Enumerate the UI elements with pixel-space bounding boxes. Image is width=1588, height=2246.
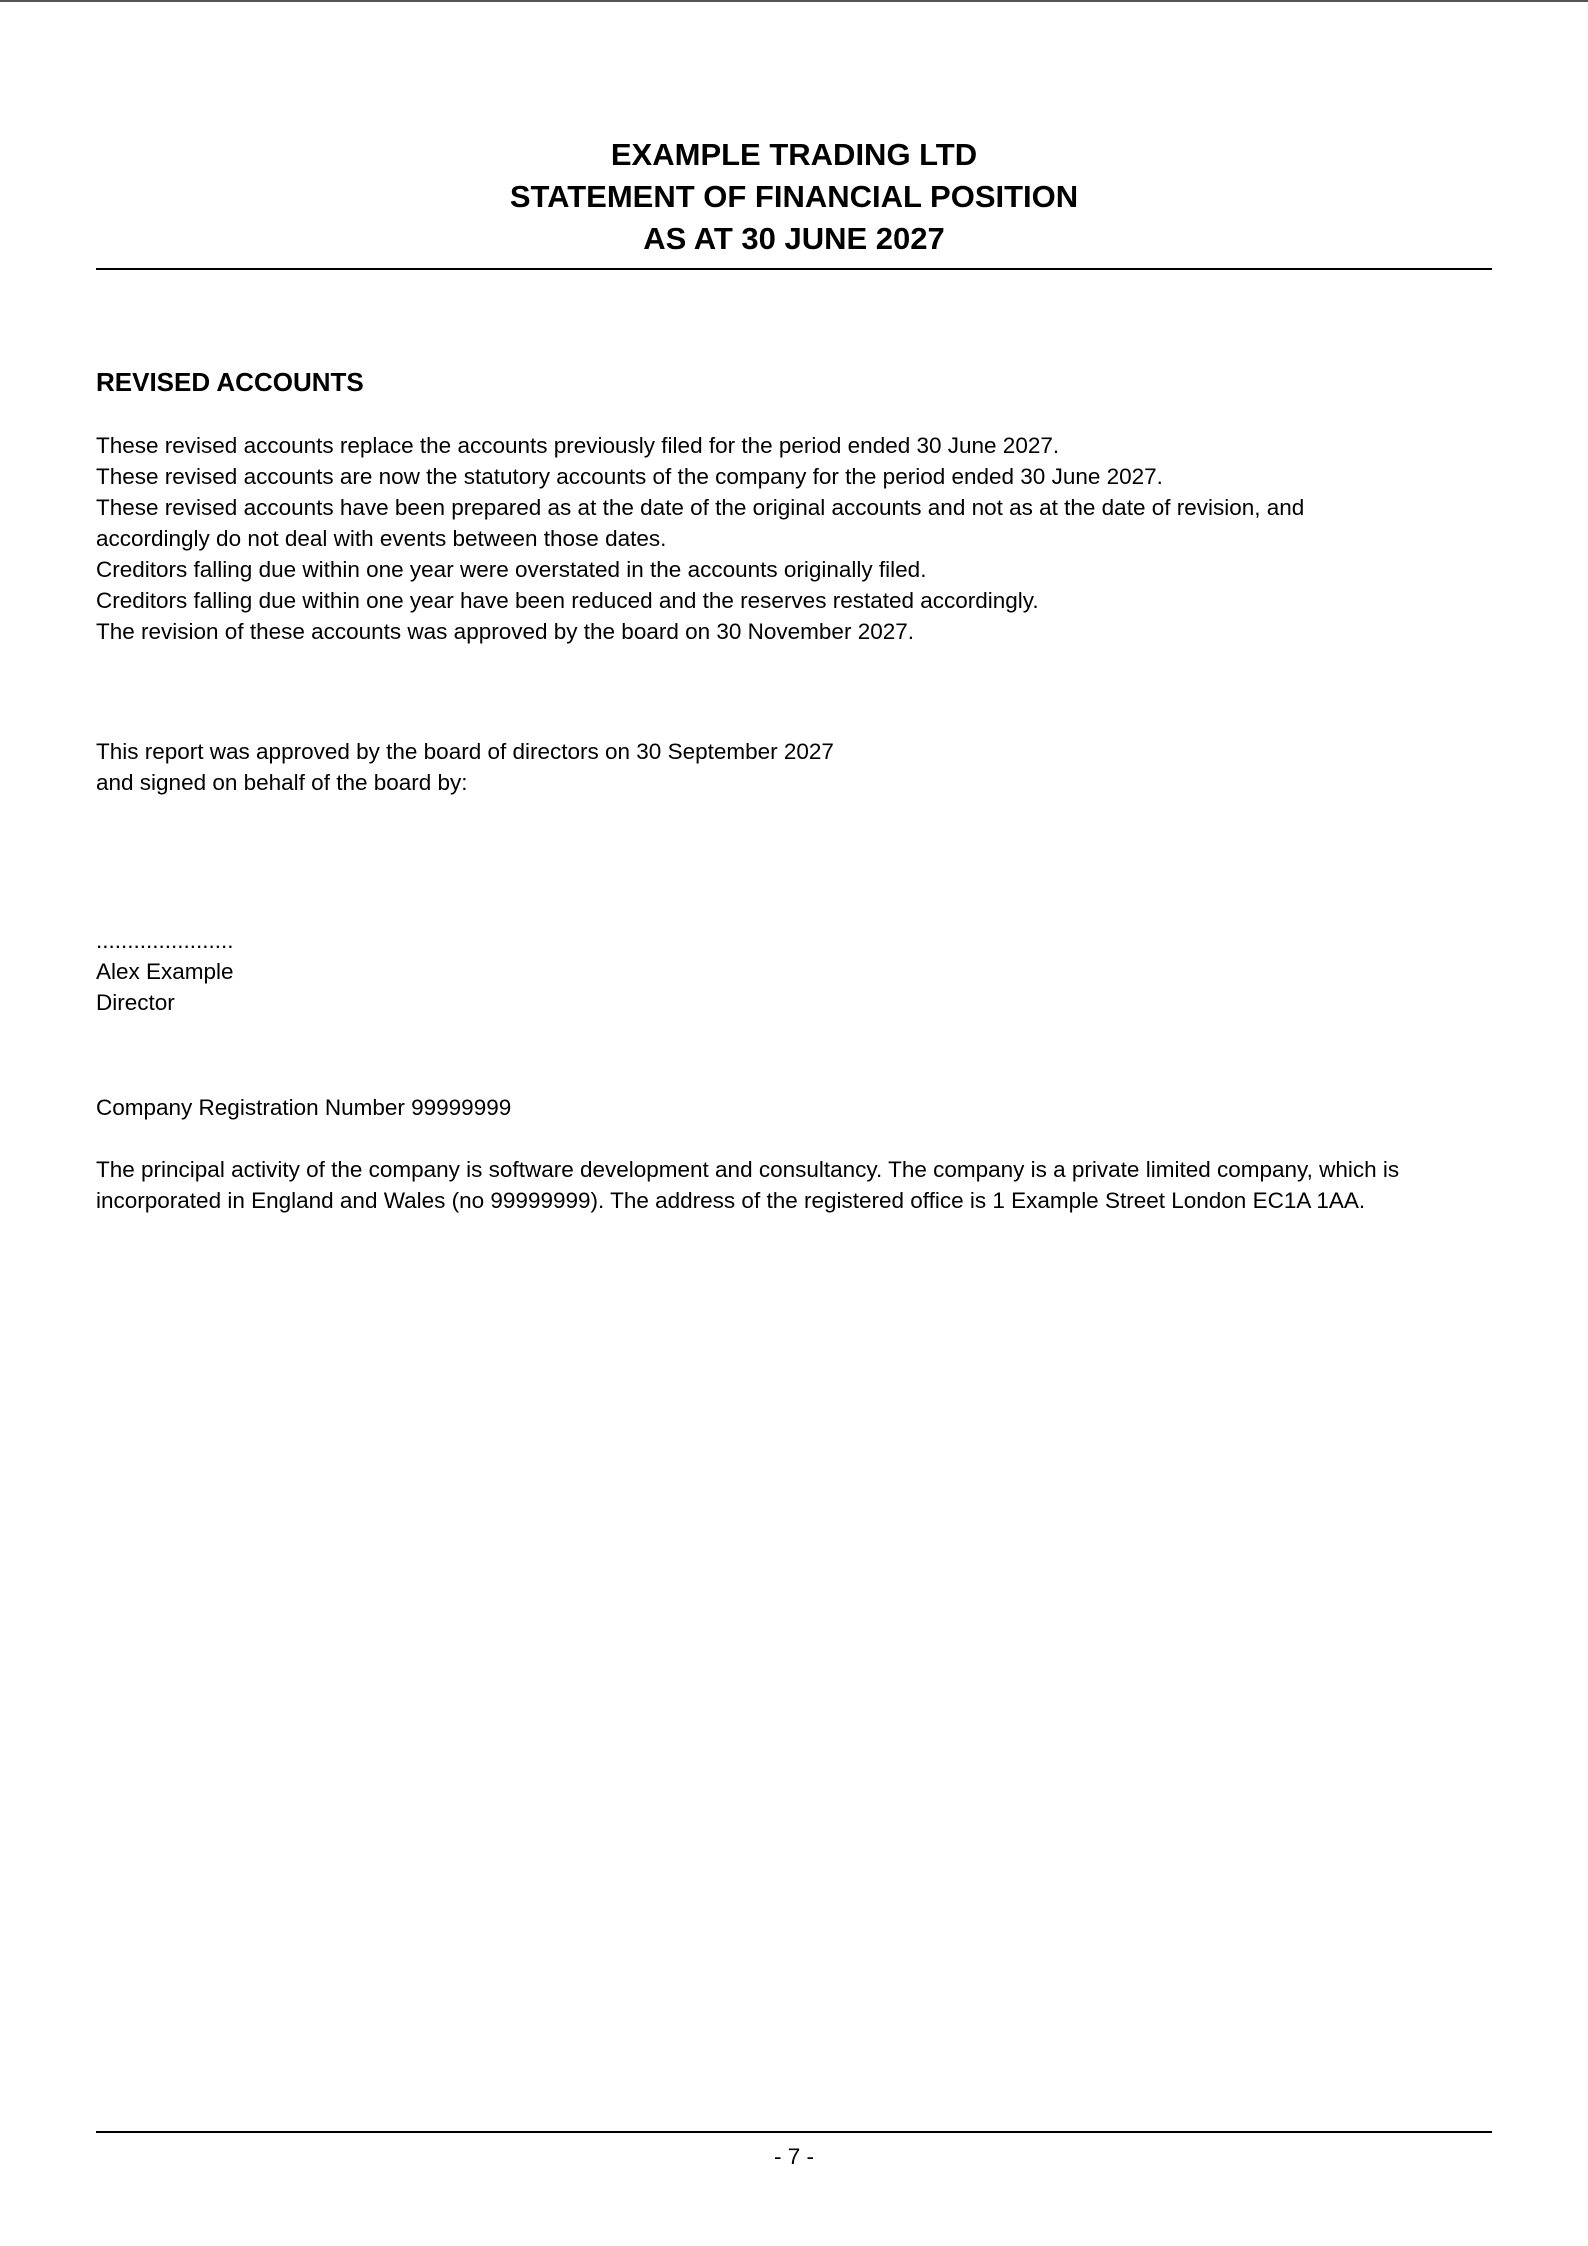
revised-note-line: These revised accounts have been prepared as at the date of the original accounts and not as at the date of revision, and <box>96 495 1305 520</box>
footer-divider <box>96 2131 1492 2133</box>
revised-note-line: These revised accounts replace the accounts previously filed for the period ended 30 June 2027. <box>96 433 1060 458</box>
revised-accounts-heading: REVISED ACCOUNTS <box>96 367 364 397</box>
revised-note-line: accordingly do not deal with events between those dates. <box>96 526 667 551</box>
header-divider <box>96 268 1492 270</box>
signatory-role: Director <box>96 990 175 1015</box>
revised-note-line: Creditors falling due within one year were overstated in the accounts originally filed. <box>96 557 927 582</box>
company-name: EXAMPLE TRADING LTD <box>610 137 978 172</box>
principal-activity-line: The principal activity of the company is software development and consultancy. The company is a private limited company, which is <box>96 1157 1400 1182</box>
page-header <box>96 134 1492 260</box>
top-border-line <box>0 0 1588 2</box>
statement-title: STATEMENT OF FINANCIAL POSITION <box>509 179 1079 214</box>
page-number: - 7 - <box>773 2144 814 2169</box>
revised-accounts-notes <box>96 430 1496 647</box>
board-approval-statement <box>96 736 1496 798</box>
approval-line: This report was approved by the board of directors on 30 September 2027 <box>96 739 834 764</box>
company-registration-number: Company Registration Number 99999999 <box>96 1095 512 1120</box>
principal-activity-paragraph <box>96 1154 1496 1216</box>
approval-line: and signed on behalf of the board by: <box>96 770 468 795</box>
revised-note-line: These revised accounts are now the statutory accounts of the company for the period ended 30 June 2027. <box>96 464 1163 489</box>
statement-date: AS AT 30 JUNE 2027 <box>643 221 945 256</box>
signatory-name: Alex Example <box>96 959 234 984</box>
revised-note-line: The revision of these accounts was approved by the board on 30 November 2027. <box>96 619 914 644</box>
signature-line: ...................... <box>96 928 234 953</box>
revised-note-line: Creditors falling due within one year have been reduced and the reserves restated accordingly. <box>96 588 1039 613</box>
signature-block <box>96 925 696 1018</box>
principal-activity-line: incorporated in England and Wales (no 99999999). The address of the registered office is 1 Example Street London EC1A 1AA. <box>96 1188 1366 1213</box>
